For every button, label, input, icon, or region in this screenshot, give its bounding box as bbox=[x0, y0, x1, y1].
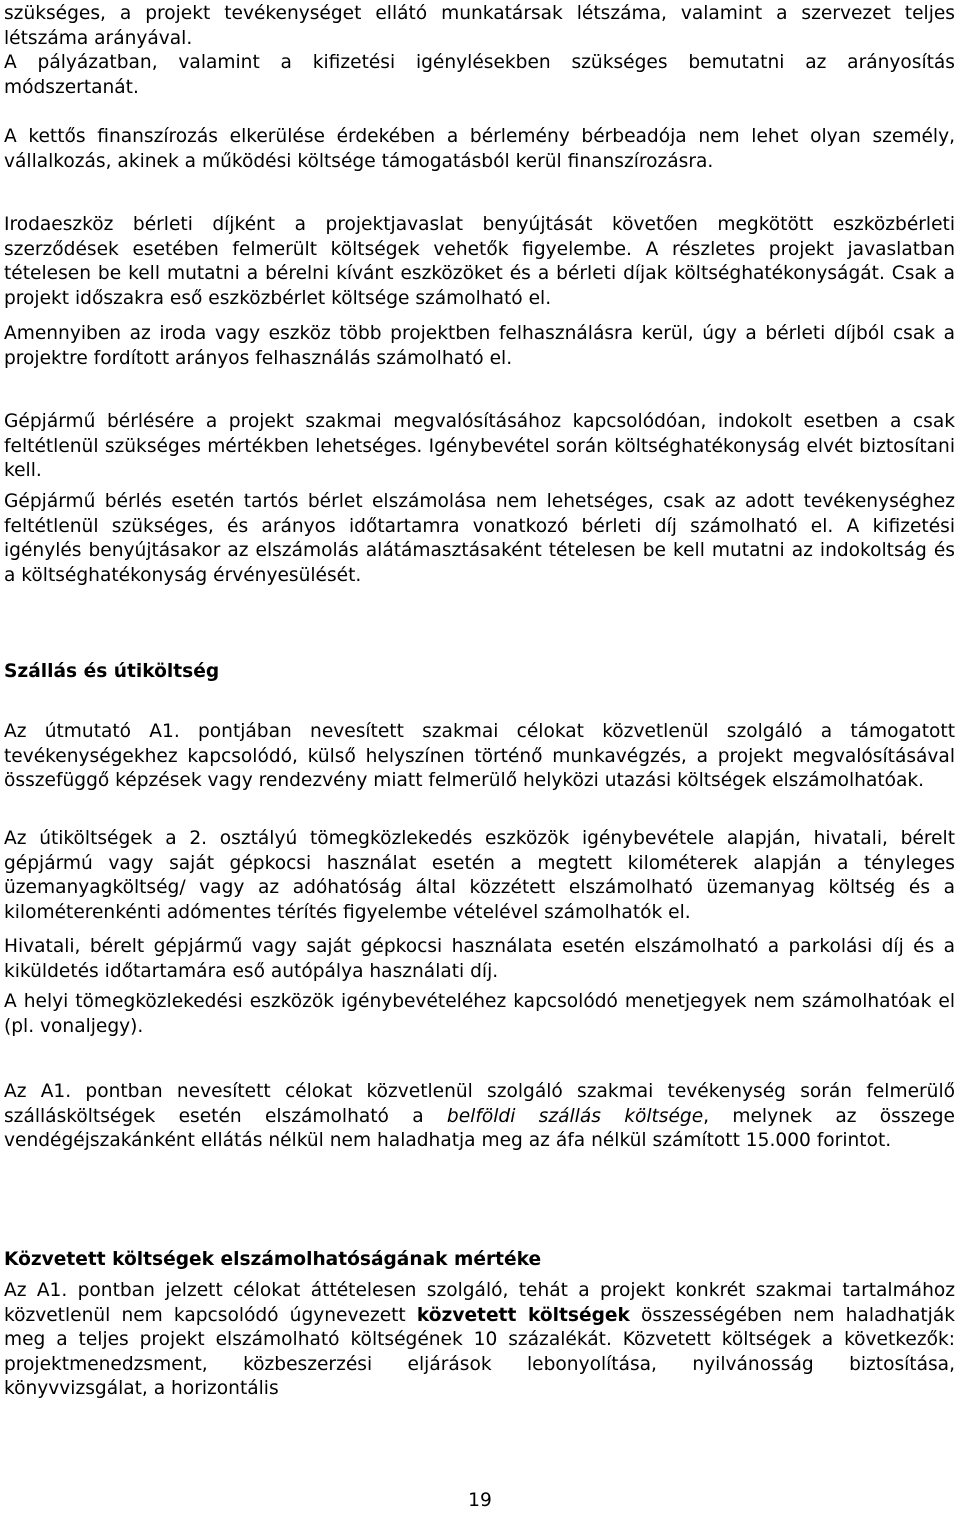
indirect-text-start: Az A1. pontban jelzett célokat áttételesen szolgáló, tehát a projekt konkrét szakmai tartalmához közvetlenül nem kapcsolódó úgynevezett bbox=[4, 1280, 955, 1326]
section-heading-accommodation-travel: Szállás és útiköltség bbox=[4, 661, 220, 682]
paragraph-parking: Hivatali, bérelt gépjármű vagy saját gépkocsi használata esetén elszámolható a parkolási díj és a kiküldetés időtartamára eső autópálya használati díj. bbox=[4, 936, 955, 982]
paragraph-office-equipment: Irodaeszköz bérleti díjként a projektjavaslat benyújtását követően megkötött eszközbérleti szerződések esetében felmerült költségek vehetők figyelembe. A részletes projekt javaslatban tételesen be kell mutatni a bérelni kívánt eszközöket és a bérleti díjak költséghatékonyságát. Csak a projekt időszakra eső eszközbérlet költsége számolható el. bbox=[4, 214, 955, 309]
paragraph-methodology: A pályázatban, valamint a kifizetési igénylésekben szükséges bemutatni az arányosítás módszertanát. bbox=[4, 52, 955, 98]
paragraph-travel-eligible: Az útmutató A1. pontjában nevesített szakmai célokat közvetlenül szolgáló a támogatott tevékenységekhez kapcsolódó, külső helyszínen történő munkavégzés, a projekt megvalósításával összefüggő képzések vagy rendezvény miatt felmerülő helyközi utazási költségek elszámolhatóak. bbox=[4, 721, 955, 791]
paragraph-local-transport: A helyi tömegközlekedési eszközök igénybevételéhez kapcsolódó menetjegyek nem számolhatóak el (pl. vonaljegy). bbox=[4, 991, 955, 1037]
paragraph-shared-use: Amennyiben az iroda vagy eszköz több projektben felhasználásra kerül, úgy a bérleti díjból csak a projektre fordított arányos felhasználás számolható el. bbox=[4, 323, 955, 369]
accommodation-text-end: , melynek az összege vendégéjszakánként ellátás nélkül nem haladhatja meg az áfa nélkül számított 15.000 forintot. bbox=[4, 1105, 955, 1151]
accommodation-emphasis: belföldi szállás költsége bbox=[446, 1105, 704, 1127]
section-heading-indirect-costs: Közvetett költségek elszámolhatóságának mértéke bbox=[4, 1249, 542, 1270]
paragraph-vehicle-rental: Gépjármű bérlésére a projekt szakmai megvalósításához kapcsolódóan, indokolt esetben a csak feltétlenül szükséges mértékben lehetséges. Igénybevétel során költséghatékonyság elvét biztosítani kell. bbox=[4, 411, 955, 481]
paragraph-vehicle-lease: Gépjármű bérlés esetén tartós bérlet elszámolása nem lehetséges, csak az adott tevékenységhez feltétlenül szükséges, és arányos időtartamra vonatkozó bérleti díj számolható el. A kifizetési igénylés benyújtásakor az elszámolás alátámasztásaként tételesen be kell mutatni az indokoltság és a költséghatékonyság érvényesülését. bbox=[4, 491, 955, 586]
paragraph-indirect-costs bbox=[4, 1279, 955, 1402]
paragraph-travel-costs: Az útiköltségek a 2. osztályú tömegközlekedés eszközök igénybevétele alapján, hivatali, bérelt gépjármú vagy saját gépkocsi használat esetén a megtett kilométerek alapján a tényleges üzemanyagköltség/ vagy az adóhatóság által közzétett elszámolható üzemanyag költség és a kilométerenkénti adómentes térítés figyelembe vételével számolhatók el. bbox=[4, 828, 955, 923]
page-number: 19 bbox=[468, 1490, 492, 1511]
paragraph-staff-ratio: szükséges, a projekt tevékenységet ellátó munkatársak létszáma, valamint a szervezet teljes létszáma arányával. bbox=[4, 3, 955, 49]
paragraph-double-funding: A kettős finanszírozás elkerülése érdekében a bérlemény bérbeadója nem lehet olyan személy, vállalkozás, akinek a működési költsége támogatásból kerül finanszírozásra. bbox=[4, 126, 955, 172]
accommodation-text-start: Az A1. pontban nevesített célokat közvetlenül szolgáló szakmai tevékenység során felmerülő szállásköltségek esetén elszámolható a bbox=[4, 1081, 955, 1127]
indirect-emphasis: közvetett költségek bbox=[416, 1304, 630, 1326]
indirect-text-end: összességében nem haladhatják meg a teljes projekt elszámolható költségének 10 százalékát. Közvetett költségek a következők: projektmenedzsment, közbeszerzési eljárások lebonyolítása, nyilvánosság biztosítása, könyvvizsgálat, a horizontális bbox=[4, 1304, 955, 1399]
paragraph-accommodation bbox=[4, 1080, 955, 1154]
